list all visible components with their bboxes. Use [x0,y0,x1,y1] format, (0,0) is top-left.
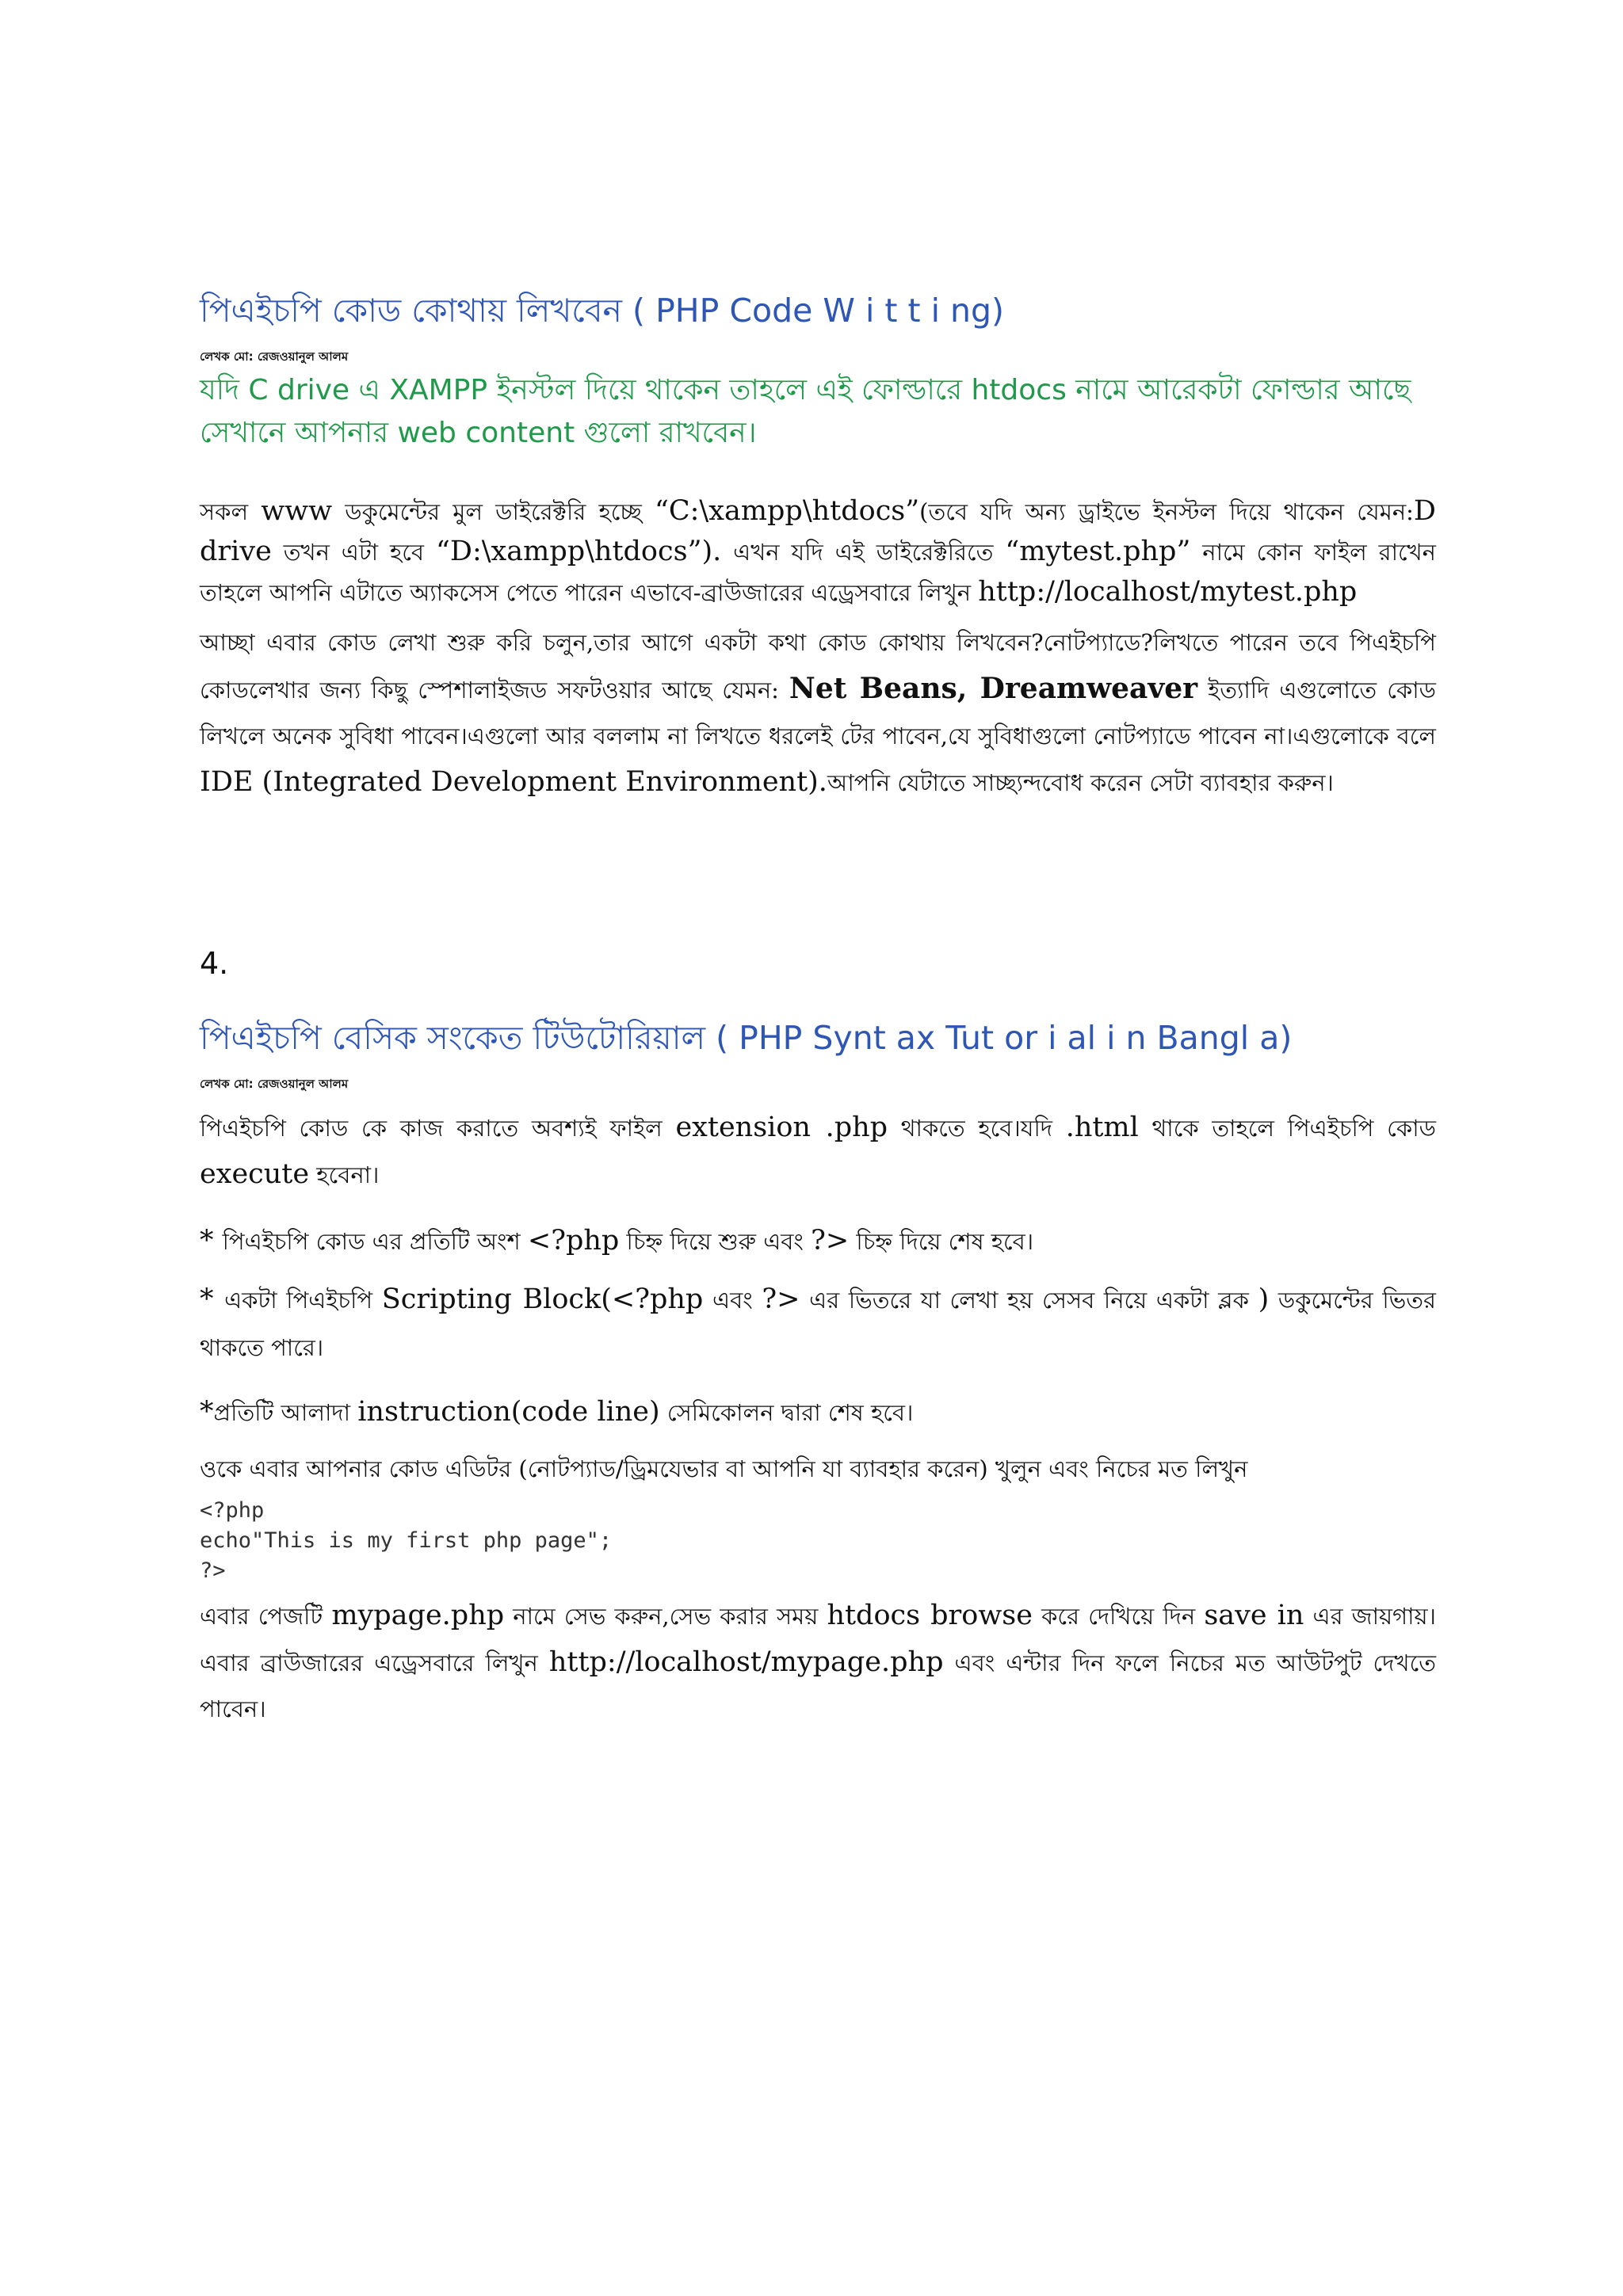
text-run: আচ্ছা এবার কোড লেখা শুরু করি চলুন,তার আগে একটা কথা কোড কোথায় লিখবেন?নোটপ্যাডে?লিখতে পারেন তবে পিএইচপি কোডলেখার জন্য কিছু স্পেশালাইজড সফটওয়ার আছে যেমন: [200,629,1436,704]
text-run: এর জায়গায়।এবার ব্রাউজারের এড্রেসবারে লিখুন [200,1603,1436,1676]
localhost-link-text: http://localhost/mypage.php [548,1646,944,1678]
text-run: Net Beans, Dreamweaver [789,672,1198,705]
text-run: ইত্যাদি এগুলোতে কোড লিখলে অনেক সুবিধা পাবেন।এগুলো আর বললাম না লিখতে ধরলেই টের পাবেন,যে সুবিধাগুলো নোটপ্যাডে পাবেন না।এগুলোকে বলে [200,677,1436,749]
section-2-paragraph-2-block [200,1448,1436,1489]
section-1-paragraph-1-block [200,491,1436,612]
text-run: * [200,1225,223,1257]
bullet-2-block [200,1276,1436,1371]
text-run: ?> [762,1283,800,1315]
section-2-paragraph-3-block [200,1592,1436,1732]
section-1-paragraph-2-block [200,620,1436,806]
section-2-paragraph-3 [200,1592,1436,1732]
section-1-author-row [200,349,1436,364]
text-run: ) [1258,1283,1270,1315]
section-2-author: লেখক মো: রেজওয়ানুল আলম [200,1077,349,1091]
text-run: থাকে তাহলে পিএইচপি কোড [1138,1115,1436,1142]
bullet-1 [200,1220,1436,1262]
text-run: পিএইচপি কোড এর প্রতিটি অংশ [222,1228,528,1255]
text-run: এবার পেজটি [200,1603,332,1630]
text-run: Scripting Block(<?php [381,1283,704,1315]
text-run: হবেনা। [309,1161,380,1188]
section-2-number-row [200,946,1436,981]
section-1-highlight-block [200,369,1436,455]
text-run: নামে কোন ফাইল রাখেন তাহলে আপনি এটাতে অ্যাকসেস পেতে পারেন এভাবে-ব্রাউজারের এড্রেসবারে লিখুন [200,539,1436,606]
section-1-paragraph-2 [200,620,1436,806]
text-run: .html [1065,1112,1139,1143]
section-1 [200,290,1436,331]
text-run: htdocs browse [827,1600,1033,1631]
text-run: (তবে যদি অন্য ড্রাইভে ইনস্টল দিয়ে থাকেন যেমন: [919,498,1414,525]
section-2-title: পিএইচপি বেসিক সংকেত টিউটোরিয়াল ( PHP Synt ax Tut or i al i n Bangl a) [200,1019,1293,1057]
text-run: তখন এটা হবে [271,539,436,566]
text-run: D drive [200,495,1436,567]
bullet-1-block [200,1220,1436,1262]
section-1-paragraph-1 [200,491,1436,612]
code-block [200,1496,1436,1586]
text-run: সেমিকোলন দ্বারা শেষ হবে। [659,1399,914,1426]
text-run: execute [200,1158,310,1190]
text-run: পিএইচপি কোড কে কাজ করাতে অবশ্যই ফাইল [200,1115,676,1142]
text-run: IDE (Integrated Development Environment). [200,766,827,798]
text-run: “mytest.php” [1005,536,1191,567]
bullet-3 [200,1391,1436,1433]
text-run: একটা পিএইচপি [224,1287,382,1314]
section-2-paragraph-1 [200,1104,1436,1198]
text-run: ?> [811,1225,850,1257]
section-number: 4. [200,946,229,981]
text-run: save in [1204,1600,1304,1631]
text-run: এর ভিতরে যা লেখা হয় সেসব নিয়ে একটা ব্লক [800,1287,1258,1314]
text-run: এখন যদি এই ডাইরেক্টরিতে [721,539,1006,566]
text-run: করে দেখিয়ে দিন [1032,1603,1205,1630]
text-run: প্রতিটি আলাদা [213,1399,358,1426]
text-run: “D:\xampp\htdocs”). [435,536,722,567]
section-1-title: পিএইচপি কোড কোথায় লিখবেন ( PHP Code W i t t i ng) [200,292,1005,330]
text-run: এবং [703,1287,762,1314]
text-run: সকল [200,498,262,525]
text-run: * [200,1283,225,1315]
text-run: extension .php [675,1112,888,1143]
text-run: www [261,495,333,527]
section-2-author-row [200,1076,1436,1092]
text-run: চিহ্ন দিয়ে শুরু এবং [619,1228,812,1255]
text-run: ডকুমেন্টের ভিতর থাকতে পারে। [200,1287,1436,1361]
text-run: এবং এন্টার দিন ফলে নিচের মত আউটপুট দেখতে পাবেন। [200,1650,1436,1722]
code-line-3: ?> [200,1558,226,1583]
section-1-author: লেখক মো: রেজওয়ানুল আলম [200,349,349,364]
text-run: আপনি যেটাতে সাচ্ছ্যন্দবোধ করেন সেটা ব্যাবহার করুন। [827,769,1334,796]
section-2-paragraph-1-block [200,1104,1436,1198]
section-2-paragraph-2: ওকে এবার আপনার কোড এডিটর (নোটপ্যাড/ড্রিমযেভার বা আপনি যা ব্যাবহার করেন) খুলুন এবং নিচের মত লিখুন [200,1455,1248,1482]
text-run: * [200,1396,214,1428]
code-line-2: echo"This is my first php page"; [200,1528,613,1553]
text-run: ডকুমেন্টের মুল ডাইরেক্টরি হচ্ছে [332,498,655,525]
bullet-2 [200,1276,1436,1371]
text-run: instruction(code line) [357,1396,660,1428]
bullet-3-block [200,1391,1436,1433]
text-run: থাকতে হবে।যদি [888,1115,1066,1142]
section-1-highlight: যদি C drive এ XAMPP ইনস্টল দিয়ে থাকেন তাহলে এই ফোল্ডারে htdocs নামে আরেকটা ফোল্ডার আছে সেখানে আপনার web content গুলো রাখবেন। [200,374,1411,449]
localhost-link-text: http://localhost/mytest.php [978,576,1358,608]
text-run: চিহ্ন দিয়ে শেষ হবে। [849,1228,1034,1255]
code-line-1: <?php [200,1498,265,1523]
section-2 [200,1017,1436,1058]
text-run: <?php [527,1225,620,1257]
text-run: “C:\xampp\htdocs” [654,495,920,527]
text-run: নামে সেভ করুন,সেভ করার সময় [504,1603,827,1630]
text-run: mypage.php [331,1600,505,1631]
